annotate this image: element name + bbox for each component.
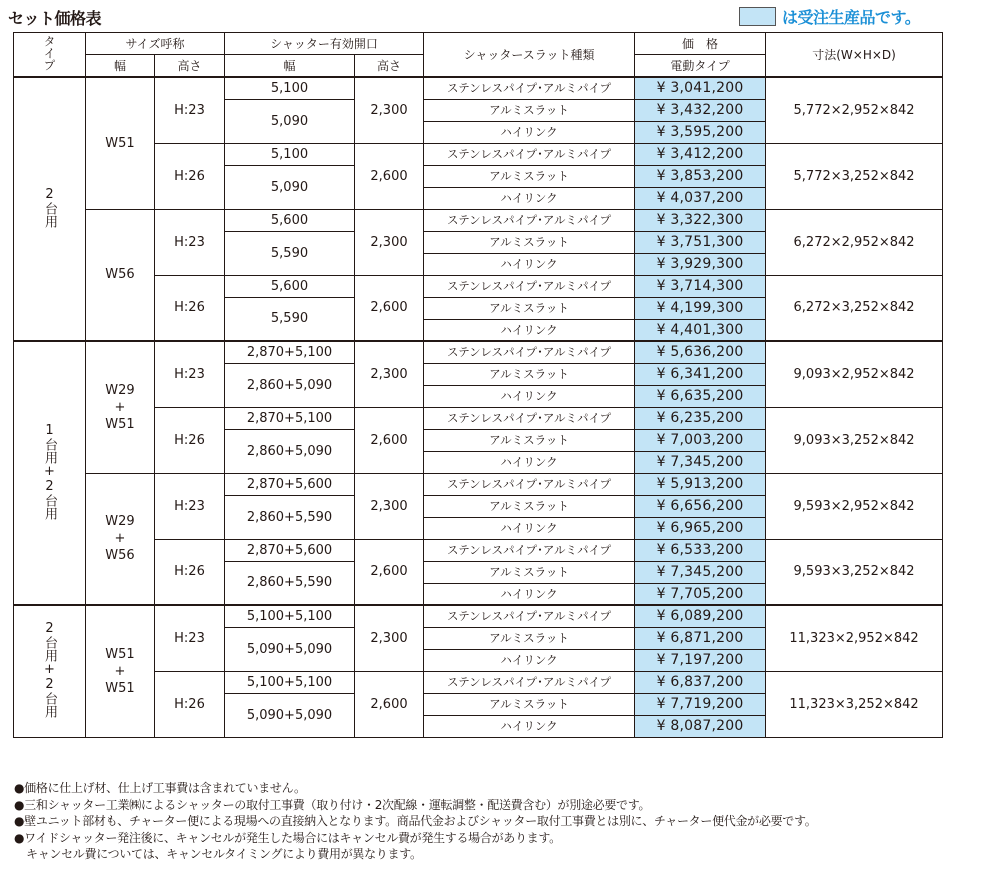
dimensions-cell: 5,772×3,252×842 bbox=[766, 143, 943, 209]
header-width: 幅 bbox=[86, 55, 155, 78]
price-cell: ¥ 6,533,200 bbox=[635, 539, 766, 561]
price-cell: ¥ 6,089,200 bbox=[635, 605, 766, 627]
opening-width-cell: 5,090 bbox=[225, 165, 355, 209]
legend-text: は受注生産品です。 bbox=[782, 7, 921, 27]
price-cell: ¥ 8,087,200 bbox=[635, 715, 766, 737]
dimensions-cell: 11,323×3,252×842 bbox=[766, 671, 943, 737]
price-cell: ¥ 6,656,200 bbox=[635, 495, 766, 517]
height-code-cell: H:23 bbox=[155, 605, 225, 671]
dimensions-cell: 6,272×2,952×842 bbox=[766, 209, 943, 275]
opening-width-cell: 2,860+5,590 bbox=[225, 561, 355, 605]
slat-type-cell: ステンレスパイプ･アルミパイプ bbox=[424, 671, 635, 693]
slat-type-cell: ステンレスパイプ･アルミパイプ bbox=[424, 143, 635, 165]
opening-width-cell: 5,590 bbox=[225, 231, 355, 275]
slat-type-cell: ハイリンク bbox=[424, 517, 635, 539]
price-cell: ¥ 7,705,200 bbox=[635, 583, 766, 605]
opening-width-cell: 2,870+5,600 bbox=[225, 539, 355, 561]
height-code-cell: H:23 bbox=[155, 209, 225, 275]
slat-type-cell: アルミスラット bbox=[424, 429, 635, 451]
size-name-part: + bbox=[114, 663, 126, 679]
table-row bbox=[14, 341, 943, 363]
height-code-cell: H:23 bbox=[155, 77, 225, 143]
price-cell: ¥ 3,041,200 bbox=[635, 77, 766, 99]
slat-type-cell: ハイリンク bbox=[424, 319, 635, 341]
note: キャンセル費については、キャンセルタイミングにより費用が異なります。 bbox=[26, 847, 422, 861]
slat-type-cell: ステンレスパイプ･アルミパイプ bbox=[424, 407, 635, 429]
size-name-part: W51 bbox=[105, 680, 135, 696]
header-type: タイプ bbox=[14, 33, 86, 78]
price-cell: ¥ 3,853,200 bbox=[635, 165, 766, 187]
opening-width-cell: 5,590 bbox=[225, 297, 355, 341]
size-name-part: + bbox=[114, 531, 126, 547]
header-price-sub: 電動タイプ bbox=[635, 55, 766, 78]
slat-type-cell: ハイリンク bbox=[424, 649, 635, 671]
price-cell: ¥ 7,197,200 bbox=[635, 649, 766, 671]
notes bbox=[14, 780, 816, 863]
slat-type-cell: ステンレスパイプ･アルミパイプ bbox=[424, 209, 635, 231]
price-cell: ¥ 3,929,300 bbox=[635, 253, 766, 275]
opening-width-cell: 2,860+5,090 bbox=[225, 429, 355, 473]
header-dims: 寸法(W×H×D) bbox=[766, 33, 943, 78]
price-cell: ¥ 4,037,200 bbox=[635, 187, 766, 209]
height-code-cell: H:23 bbox=[155, 473, 225, 539]
opening-width-cell: 5,600 bbox=[225, 209, 355, 231]
size-name-cell bbox=[86, 341, 155, 473]
slat-type-cell: アルミスラット bbox=[424, 495, 635, 517]
price-cell: ¥ 7,719,200 bbox=[635, 693, 766, 715]
opening-height-cell: 2,300 bbox=[355, 341, 424, 407]
header-price: 価 格 bbox=[635, 33, 766, 55]
dimensions-cell: 11,323×2,952×842 bbox=[766, 605, 943, 671]
price-cell: ¥ 5,636,200 bbox=[635, 341, 766, 363]
size-name-cell bbox=[86, 473, 155, 605]
dimensions-cell: 9,593×2,952×842 bbox=[766, 473, 943, 539]
opening-height-cell: 2,300 bbox=[355, 605, 424, 671]
height-code-cell: H:26 bbox=[155, 143, 225, 209]
price-cell: ¥ 4,401,300 bbox=[635, 319, 766, 341]
slat-type-cell: ハイリンク bbox=[424, 583, 635, 605]
dimensions-cell: 5,772×2,952×842 bbox=[766, 77, 943, 143]
slat-type-cell: ハイリンク bbox=[424, 715, 635, 737]
size-name-part: W56 bbox=[105, 267, 135, 283]
page-title: セット価格表 bbox=[8, 9, 102, 28]
opening-height-cell: 2,600 bbox=[355, 407, 424, 473]
opening-width-cell: 5,100 bbox=[225, 77, 355, 99]
slat-type-cell: ステンレスパイプ･アルミパイプ bbox=[424, 341, 635, 363]
price-cell: ¥ 6,965,200 bbox=[635, 517, 766, 539]
slat-type-cell: ハイリンク bbox=[424, 187, 635, 209]
dimensions-cell: 9,593×3,252×842 bbox=[766, 539, 943, 605]
price-cell: ¥ 7,003,200 bbox=[635, 429, 766, 451]
type-cell bbox=[14, 605, 86, 737]
header-height: 高さ bbox=[155, 55, 225, 78]
price-cell: ¥ 4,199,300 bbox=[635, 297, 766, 319]
price-cell: ¥ 6,341,200 bbox=[635, 363, 766, 385]
price-cell: ¥ 3,412,200 bbox=[635, 143, 766, 165]
price-cell: ¥ 6,635,200 bbox=[635, 385, 766, 407]
opening-height-cell: 2,600 bbox=[355, 539, 424, 605]
slat-type-cell: ハイリンク bbox=[424, 121, 635, 143]
legend bbox=[739, 5, 920, 27]
slat-type-cell: アルミスラット bbox=[424, 231, 635, 253]
table-row bbox=[14, 209, 943, 231]
opening-height-cell: 2,600 bbox=[355, 275, 424, 341]
slat-type-cell: ステンレスパイプ･アルミパイプ bbox=[424, 473, 635, 495]
table-row bbox=[14, 605, 943, 627]
note: ●壁ユニット部材も、チャーター便による現場への直接納入となります。商品代金およびシャッター取付工事費とは別に、チャーター便代金が必要です。 bbox=[14, 814, 817, 828]
opening-height-cell: 2,300 bbox=[355, 473, 424, 539]
opening-height-cell: 2,300 bbox=[355, 77, 424, 143]
type-label: 2台用+2台用 bbox=[42, 620, 57, 718]
height-code-cell: H:26 bbox=[155, 671, 225, 737]
opening-height-cell: 2,300 bbox=[355, 209, 424, 275]
price-cell: ¥ 7,345,200 bbox=[635, 561, 766, 583]
slat-type-cell: アルミスラット bbox=[424, 165, 635, 187]
slat-type-cell: アルミスラット bbox=[424, 561, 635, 583]
size-name-cell bbox=[86, 605, 155, 737]
height-code-cell: H:26 bbox=[155, 539, 225, 605]
slat-type-cell: ハイリンク bbox=[424, 451, 635, 473]
header-size-name: サイズ呼称 bbox=[86, 33, 225, 55]
dimensions-cell: 6,272×3,252×842 bbox=[766, 275, 943, 341]
opening-height-cell: 2,600 bbox=[355, 143, 424, 209]
header-slat: シャッタースラット種類 bbox=[424, 33, 635, 78]
type-cell bbox=[14, 77, 86, 341]
type-label: 2台用 bbox=[42, 186, 57, 228]
price-cell: ¥ 6,235,200 bbox=[635, 407, 766, 429]
slat-type-cell: ステンレスパイプ･アルミパイプ bbox=[424, 539, 635, 561]
price-cell: ¥ 3,322,300 bbox=[635, 209, 766, 231]
header-opening-width: 幅 bbox=[225, 55, 355, 78]
type-cell bbox=[14, 341, 86, 605]
opening-width-cell: 5,600 bbox=[225, 275, 355, 297]
price-cell: ¥ 3,714,300 bbox=[635, 275, 766, 297]
opening-width-cell: 5,090+5,090 bbox=[225, 693, 355, 737]
opening-width-cell: 5,100+5,100 bbox=[225, 605, 355, 627]
size-name-part: + bbox=[114, 399, 126, 415]
opening-width-cell: 5,100+5,100 bbox=[225, 671, 355, 693]
slat-type-cell: ステンレスパイプ･アルミパイプ bbox=[424, 77, 635, 99]
price-cell: ¥ 6,871,200 bbox=[635, 627, 766, 649]
slat-type-cell: アルミスラット bbox=[424, 363, 635, 385]
opening-width-cell: 5,090 bbox=[225, 99, 355, 143]
price-cell: ¥ 3,751,300 bbox=[635, 231, 766, 253]
dimensions-cell: 9,093×3,252×842 bbox=[766, 407, 943, 473]
slat-type-cell: ハイリンク bbox=[424, 385, 635, 407]
height-code-cell: H:26 bbox=[155, 275, 225, 341]
size-name-part: W51 bbox=[105, 135, 135, 151]
opening-height-cell: 2,600 bbox=[355, 671, 424, 737]
opening-width-cell: 5,100 bbox=[225, 143, 355, 165]
slat-type-cell: アルミスラット bbox=[424, 297, 635, 319]
opening-width-cell: 5,090+5,090 bbox=[225, 627, 355, 671]
price-cell: ¥ 5,913,200 bbox=[635, 473, 766, 495]
opening-width-cell: 2,860+5,090 bbox=[225, 363, 355, 407]
slat-type-cell: アルミスラット bbox=[424, 99, 635, 121]
opening-width-cell: 2,870+5,100 bbox=[225, 341, 355, 363]
size-name-part: W29 bbox=[105, 514, 135, 530]
type-label: 1台用+2台用 bbox=[42, 422, 57, 520]
slat-type-cell: ハイリンク bbox=[424, 253, 635, 275]
slat-type-cell: アルミスラット bbox=[424, 693, 635, 715]
table-body bbox=[14, 77, 943, 737]
legend-swatch bbox=[739, 7, 776, 26]
price-cell: ¥ 3,432,200 bbox=[635, 99, 766, 121]
header-opening: シャッター有効開口 bbox=[225, 33, 424, 55]
height-code-cell: H:23 bbox=[155, 341, 225, 407]
note: ●三和シャッター工業㈱によるシャッターの取付工事費（取り付け・2次配線・運転調整・配送費含む）が別途必要です。 bbox=[14, 797, 651, 812]
size-name-part: W56 bbox=[105, 548, 135, 564]
slat-type-cell: ステンレスパイプ･アルミパイプ bbox=[424, 275, 635, 297]
size-name-part: W51 bbox=[105, 646, 135, 662]
size-name-part: W51 bbox=[105, 416, 135, 432]
slat-type-cell: ステンレスパイプ･アルミパイプ bbox=[424, 605, 635, 627]
size-name-part: W29 bbox=[105, 382, 135, 398]
table-row bbox=[14, 77, 943, 99]
slat-type-cell: アルミスラット bbox=[424, 627, 635, 649]
height-code-cell: H:26 bbox=[155, 407, 225, 473]
note: ●価格に仕上げ材、仕上げ工事費は含まれていません。 bbox=[14, 781, 306, 795]
header-opening-height: 高さ bbox=[355, 55, 424, 78]
size-name-cell bbox=[86, 209, 155, 341]
opening-width-cell: 2,870+5,100 bbox=[225, 407, 355, 429]
price-cell: ¥ 6,837,200 bbox=[635, 671, 766, 693]
price-cell: ¥ 3,595,200 bbox=[635, 121, 766, 143]
size-name-cell bbox=[86, 77, 155, 209]
note: ●ワイドシャッター発注後に、キャンセルが発生した場合にはキャンセル費が発生する場合があります。 bbox=[14, 830, 561, 845]
price-table bbox=[13, 32, 943, 738]
price-cell: ¥ 7,345,200 bbox=[635, 451, 766, 473]
table-row bbox=[14, 473, 943, 495]
dimensions-cell: 9,093×2,952×842 bbox=[766, 341, 943, 407]
opening-width-cell: 2,860+5,590 bbox=[225, 495, 355, 539]
opening-width-cell: 2,870+5,600 bbox=[225, 473, 355, 495]
